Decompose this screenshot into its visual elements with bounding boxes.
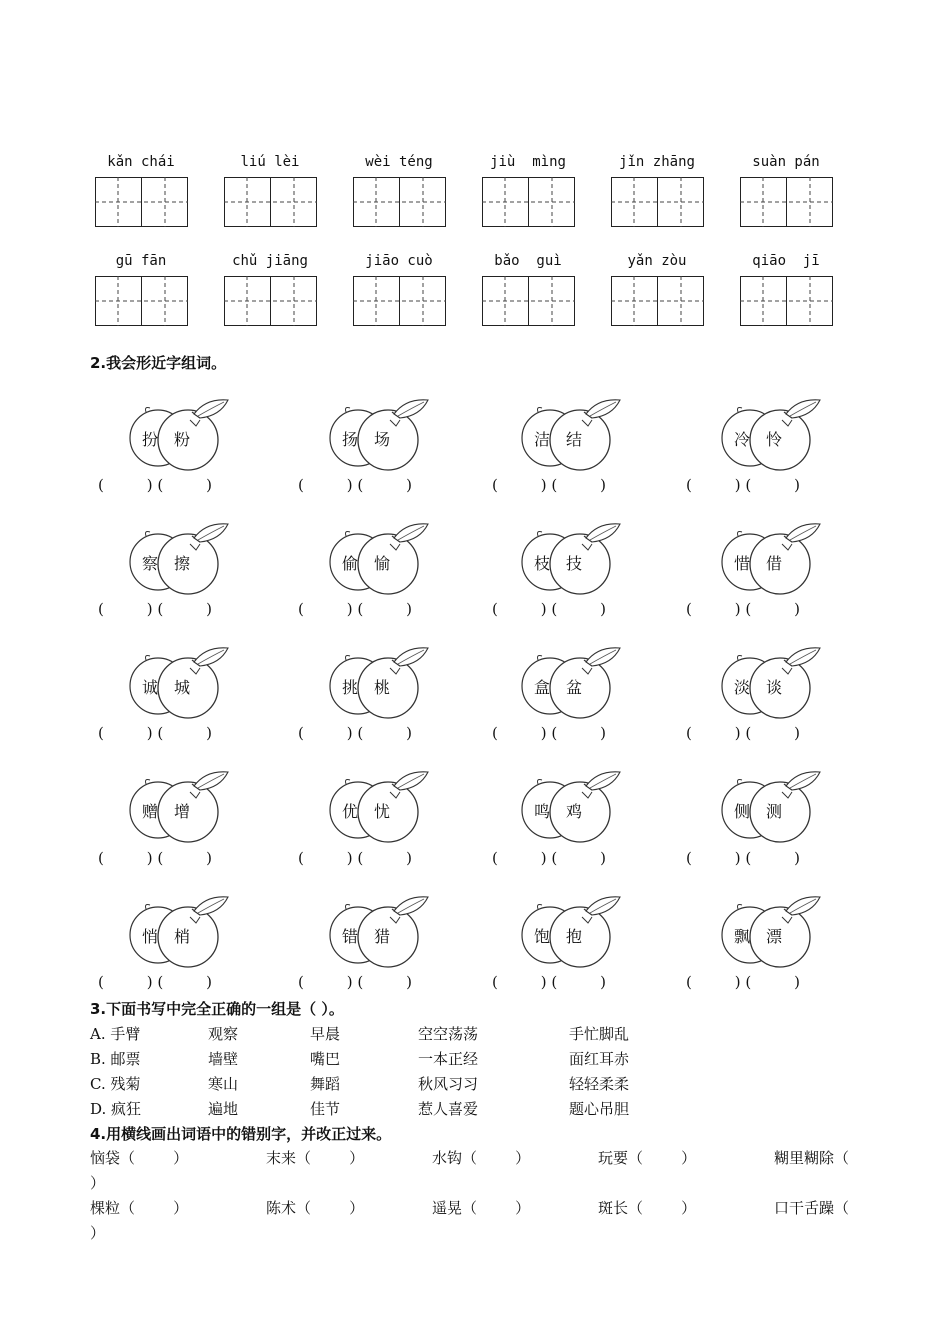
correction-item: 糊里糊除（ <box>774 1149 850 1167</box>
answer-blanks: ( ) ( ) <box>686 849 801 867</box>
option-word: 一本正经 <box>418 1050 479 1068</box>
answer-blanks: ( ) ( ) <box>98 476 213 494</box>
answer-blanks: ( ) ( ) <box>298 476 413 494</box>
character-right: 谈 <box>766 678 783 697</box>
writing-grid <box>611 276 704 326</box>
section-4-title: 4.用横线画出词语中的错别字，并改正过来。 <box>90 1125 392 1143</box>
option-word: 轻轻柔柔 <box>569 1075 630 1093</box>
writing-grid <box>740 177 833 227</box>
apple-pair <box>720 893 830 973</box>
apple-pair <box>720 520 830 600</box>
character-left: 扬 <box>342 430 359 449</box>
character-left: 诚 <box>142 678 159 697</box>
character-left: 飘 <box>734 927 751 946</box>
writing-grid <box>224 177 317 227</box>
character-left: 扮 <box>142 430 159 449</box>
answer-blanks: ( ) ( ) <box>98 849 213 867</box>
option-word: 面红耳赤 <box>569 1050 630 1068</box>
option-word: B. 邮票 <box>90 1050 141 1068</box>
writing-grid <box>482 177 575 227</box>
writing-grid <box>740 276 833 326</box>
wrapped-paren: ） <box>90 1174 106 1192</box>
apple-pair <box>720 396 830 476</box>
character-right: 粉 <box>174 430 191 449</box>
answer-blanks: ( ) ( ) <box>298 973 413 991</box>
apple-pair <box>520 768 630 848</box>
correction-item: 玩要（ ） <box>598 1149 697 1167</box>
correction-item: 水钩（ ） <box>432 1149 531 1167</box>
pinyin-label: jiù mìng <box>490 154 566 170</box>
character-right: 借 <box>766 554 783 573</box>
writing-grid <box>95 276 188 326</box>
character-left: 洁 <box>534 430 551 449</box>
option-word: 佳节 <box>310 1100 341 1118</box>
correction-item: 棵粒（ ） <box>90 1199 189 1217</box>
pinyin-label: kǎn chái <box>107 154 175 170</box>
answer-blanks: ( ) ( ) <box>686 476 801 494</box>
pinyin-label: bǎo guì <box>494 253 562 269</box>
answer-blanks: ( ) ( ) <box>98 973 213 991</box>
character-right: 技 <box>566 554 583 573</box>
writing-grid <box>95 177 188 227</box>
apple-pair <box>520 520 630 600</box>
character-left: 赠 <box>142 802 159 821</box>
character-right: 盆 <box>566 678 583 697</box>
section-2-title: 2.我会形近字组词。 <box>90 354 227 372</box>
character-left: 挑 <box>342 678 359 697</box>
section-3-title: 3.下面书写中完全正确的一组是（ ）。 <box>90 1000 344 1018</box>
apple-pair <box>328 893 438 973</box>
pinyin-label: suàn pán <box>752 154 820 170</box>
writing-grid <box>482 276 575 326</box>
apple-pair <box>128 520 238 600</box>
answer-blanks: ( ) ( ) <box>686 973 801 991</box>
character-right: 鸡 <box>566 802 583 821</box>
option-word: 嘴巴 <box>310 1050 341 1068</box>
answer-blanks: ( ) ( ) <box>298 849 413 867</box>
writing-grid <box>224 276 317 326</box>
character-right: 桃 <box>374 678 391 697</box>
answer-blanks: ( ) ( ) <box>98 724 213 742</box>
character-right: 增 <box>174 802 191 821</box>
option-word: 墙壁 <box>208 1050 239 1068</box>
character-left: 悄 <box>142 927 159 946</box>
correction-item: 斑长（ ） <box>598 1199 697 1217</box>
character-right: 擦 <box>174 554 191 573</box>
character-left: 偷 <box>342 554 359 573</box>
character-right: 愉 <box>374 554 391 573</box>
option-word: 观察 <box>208 1025 239 1043</box>
character-left: 错 <box>342 927 359 946</box>
answer-blanks: ( ) ( ) <box>686 600 801 618</box>
pinyin-label: wèi téng <box>365 154 433 170</box>
pinyin-label: yǎn zòu <box>627 253 687 269</box>
character-left: 饱 <box>534 927 551 946</box>
pinyin-label: liú lèi <box>240 154 300 170</box>
apple-pair <box>128 893 238 973</box>
option-word: D. 疯狂 <box>90 1100 142 1118</box>
apple-pair <box>520 396 630 476</box>
character-left: 淡 <box>734 678 751 697</box>
character-right: 漂 <box>766 927 783 946</box>
character-right: 梢 <box>174 927 191 946</box>
writing-grid <box>353 276 446 326</box>
option-word: 秋风习习 <box>418 1075 479 1093</box>
apple-pair <box>128 768 238 848</box>
character-left: 侧 <box>734 802 751 821</box>
apple-pair <box>328 768 438 848</box>
answer-blanks: ( ) ( ) <box>492 849 607 867</box>
correction-item: 口干舌躁（ <box>774 1199 850 1217</box>
character-left: 盒 <box>534 678 551 697</box>
writing-grid <box>611 177 704 227</box>
apple-pair <box>720 768 830 848</box>
apple-pair <box>720 644 830 724</box>
answer-blanks: ( ) ( ) <box>492 973 607 991</box>
option-word: 早晨 <box>310 1025 341 1043</box>
character-right: 结 <box>566 430 583 449</box>
apple-pair <box>328 644 438 724</box>
pinyin-label: jiāo cuò <box>365 253 433 269</box>
character-left: 察 <box>142 554 159 573</box>
pinyin-label: qiāo jī <box>752 253 820 269</box>
option-word: A. 手臂 <box>90 1025 141 1043</box>
correction-item: 末来（ ） <box>266 1149 365 1167</box>
character-left: 鸣 <box>534 802 551 821</box>
apple-pair <box>328 396 438 476</box>
apple-pair <box>128 644 238 724</box>
pinyin-label: jǐn zhāng <box>619 154 695 170</box>
character-left: 惜 <box>734 554 751 573</box>
correction-item: 恼袋（ ） <box>90 1149 189 1167</box>
apple-pair <box>520 893 630 973</box>
wrapped-paren: ） <box>90 1224 106 1242</box>
option-word: 题心吊胆 <box>569 1100 630 1118</box>
option-word: 空空荡荡 <box>418 1025 479 1043</box>
answer-blanks: ( ) ( ) <box>492 600 607 618</box>
answer-blanks: ( ) ( ) <box>298 724 413 742</box>
answer-blanks: ( ) ( ) <box>492 724 607 742</box>
character-right: 城 <box>174 678 191 697</box>
option-word: 惹人喜爱 <box>418 1100 479 1118</box>
character-right: 猎 <box>374 927 391 946</box>
option-word: 寒山 <box>208 1075 239 1093</box>
answer-blanks: ( ) ( ) <box>98 600 213 618</box>
correction-item: 陈术（ ） <box>266 1199 365 1217</box>
answer-blanks: ( ) ( ) <box>492 476 607 494</box>
apple-pair <box>128 396 238 476</box>
pinyin-label: chǔ jiāng <box>232 253 308 269</box>
character-right: 测 <box>766 802 783 821</box>
answer-blanks: ( ) ( ) <box>686 724 801 742</box>
character-left: 枝 <box>534 554 551 573</box>
pinyin-label: gū fān <box>115 253 167 269</box>
option-word: 手忙脚乱 <box>569 1025 630 1043</box>
character-right: 怜 <box>766 430 783 449</box>
correction-item: 遥晃（ ） <box>432 1199 531 1217</box>
option-word: 遍地 <box>208 1100 239 1118</box>
option-word: C. 残菊 <box>90 1075 141 1093</box>
option-word: 舞蹈 <box>310 1075 341 1093</box>
character-right: 忧 <box>374 802 391 821</box>
apple-pair <box>520 644 630 724</box>
writing-grid <box>353 177 446 227</box>
character-right: 抱 <box>566 927 583 946</box>
character-left: 冷 <box>734 430 751 449</box>
character-right: 场 <box>374 430 391 449</box>
answer-blanks: ( ) ( ) <box>298 600 413 618</box>
apple-pair <box>328 520 438 600</box>
character-left: 优 <box>342 802 359 821</box>
